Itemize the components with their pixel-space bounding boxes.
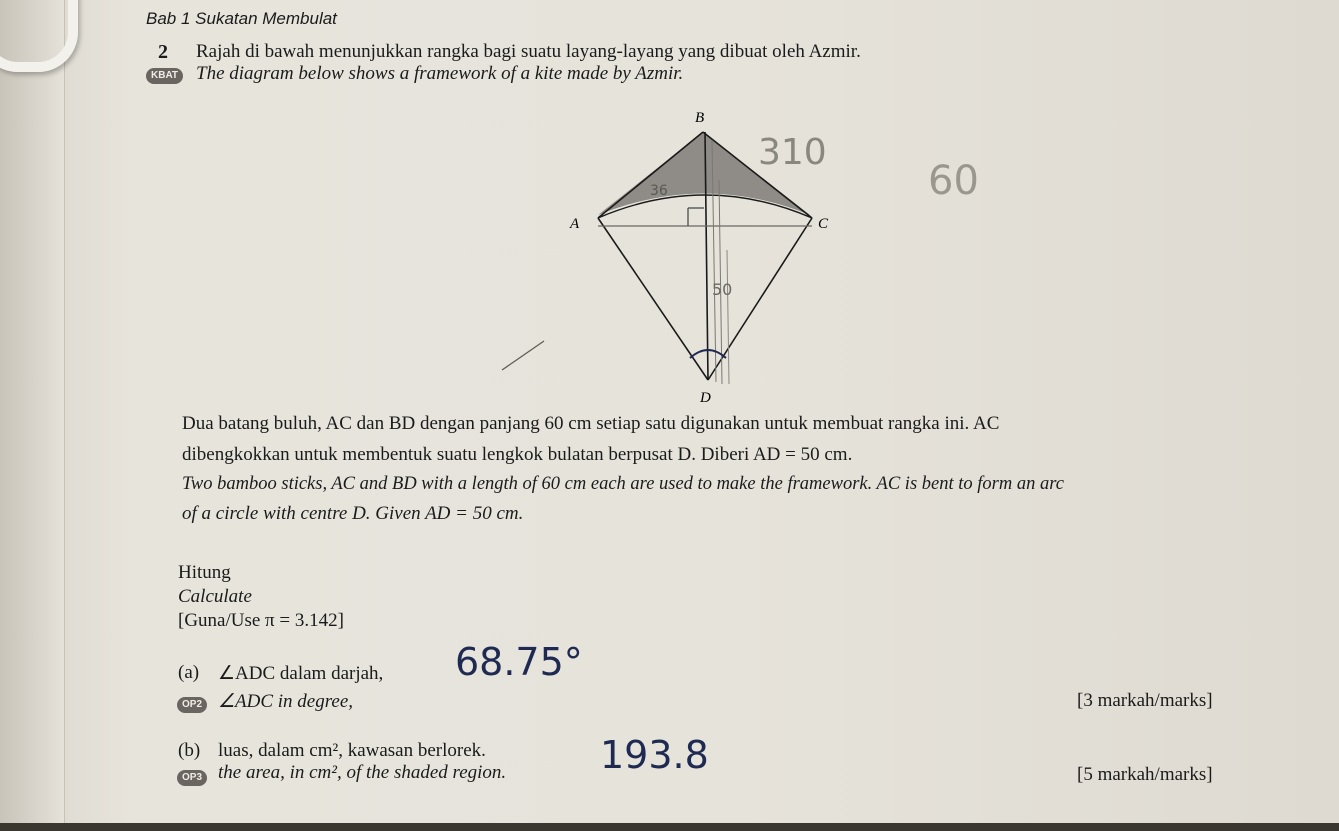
calculate-label: Calculate [178, 586, 252, 607]
label-B: B [695, 110, 705, 126]
margin-note-60: 60 [928, 158, 979, 204]
part-a-label: (a) [178, 662, 200, 683]
body-english-line-1: Two bamboo sticks, AC and BD with a length of 60 cm each are used to make the framework. AC is bent to form an arc [182, 474, 1064, 494]
pencil-stroke [500, 335, 550, 375]
body-english-line-2: of a circle with centre D. Given AD = 50 cm. [182, 503, 524, 524]
pi-note: [Guna/Use π = 3.142] [178, 610, 344, 631]
page-binding-margin [0, 0, 65, 831]
body-malay-line-2: dibengkokkan untuk membentuk suatu lengkok bulatan berpusat D. Diberi AD = 50 cm. [182, 444, 853, 465]
pencil-note-36: 36 [650, 183, 668, 199]
label-D: D [700, 390, 711, 406]
margin-note-310: 310 [758, 132, 827, 173]
answer-b-handwritten: 193.8 [600, 733, 709, 777]
question-number: 2 [158, 41, 168, 63]
part-b-label: (b) [178, 740, 201, 761]
part-a-malay: ∠ADC dalam darjah, [218, 663, 384, 684]
page-bottom-edge [0, 823, 1339, 831]
binder-ring [0, 0, 78, 72]
body-malay-line-1: Dua batang buluh, AC dan BD dengan panjang 60 cm setiap satu digunakan untuk membuat rangka ini. AC [182, 413, 1000, 434]
part-b-marks: [5 markah/marks] [1077, 764, 1213, 785]
part-a-english: ∠ADC in degree, [218, 691, 354, 712]
part-a-marks: [3 markah/marks] [1077, 690, 1213, 711]
label-A: A [570, 216, 580, 232]
hitung-label: Hitung [178, 562, 231, 583]
answer-a-handwritten: 68.75° [455, 640, 583, 684]
question-intro-english: The diagram below shows a framework of a kite made by Azmir. [196, 63, 684, 84]
question-intro-malay: Rajah di bawah menunjukkan rangka bagi suatu layang-layang yang dibuat oleh Azmir. [196, 41, 861, 62]
pencil-note-50: 50 [712, 280, 733, 299]
pencil-line-3 [727, 250, 729, 384]
kbat-badge: KBAT [146, 68, 183, 84]
op3-badge: OP3 [177, 770, 207, 786]
part-b-english: the area, in cm², of the shaded region. [218, 762, 507, 783]
op2-badge: OP2 [177, 697, 207, 713]
label-C: C [818, 216, 829, 232]
part-b-malay: luas, dalam cm², kawasan berlorek. [218, 740, 486, 761]
chapter-title: Bab 1 Sukatan Membulat [146, 9, 337, 28]
